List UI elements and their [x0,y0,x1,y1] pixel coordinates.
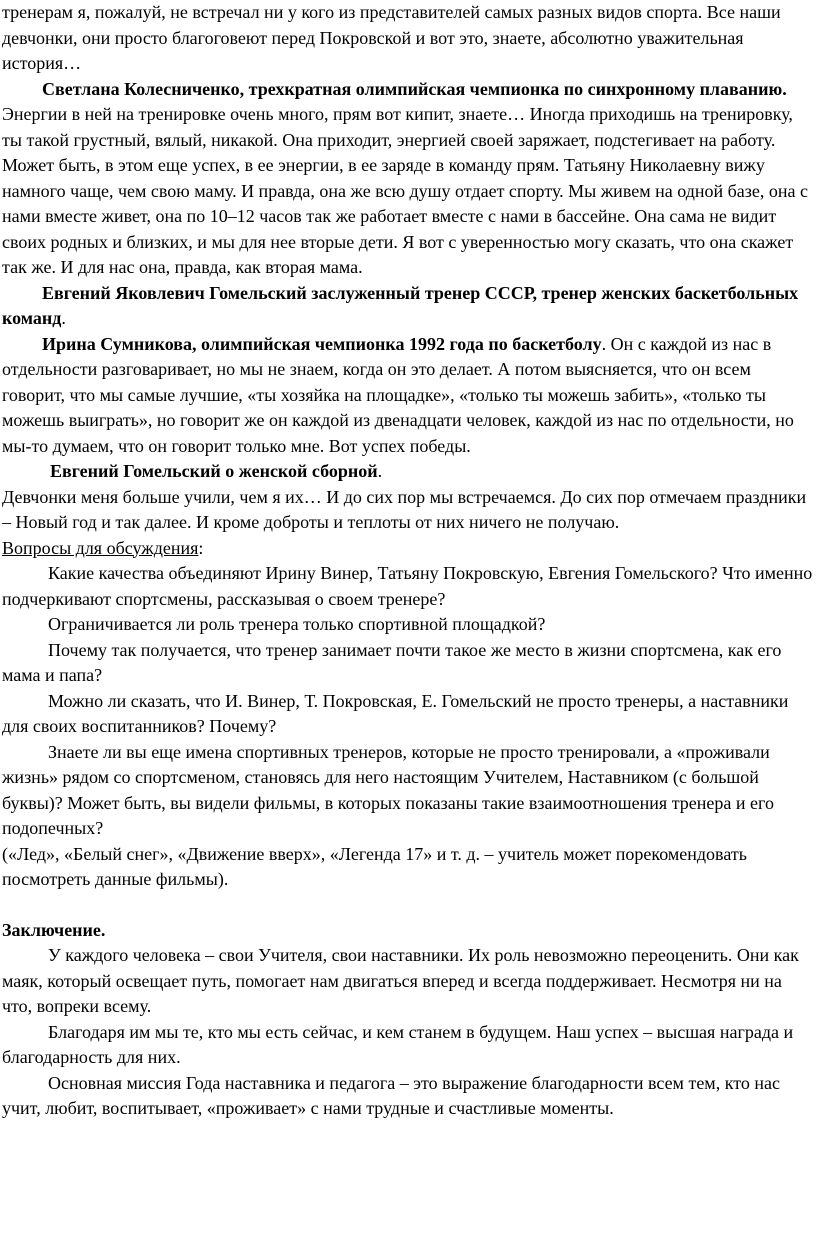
speaker-sumnikova: Ирина Сумникова, олимпийская чемпионка 1992 года по баскетболу [42,333,602,354]
conclusion-paragraph-3-text: Основная миссия Года наставника и педагога – это выражение благодарности всем тем, кто нас учит, любит, воспитывает, «проживает» с нами трудные и счастливые моменты. [2,1072,780,1118]
question-2-text: Ограничивается ли роль тренера только спортивной площадкой? [48,614,546,634]
question-4 [2,689,814,740]
questions-colon: : [198,537,204,558]
question-5 [2,740,814,842]
quote-kolesnichenko: Энергии в ней на тренировке очень много, прям вот кипит, знаете… Иногда приходишь на тренировку, ты такой грустный, вялый, никакой. Она приходит, энергией своей заряжает, подстегивает на работу. Может быть, в этом еще успех, в ее энергии, в ее заряде в команду прям. Татьяну Николаевну вижу намного чаще, чем свою маму. И правда, она же всю душу отдает спорту. Мы живем на одной базе, она с нами вместе живет, она по 10–12 часов так же работает вместе с нами в бассейне. Она сама не видит своих родных и близких, и мы для нее вторые дети. Я вот с уверенностью могу сказать, что она скажет так же. И для нас она, правда, как вторая мама. [2,104,808,277]
conclusion-paragraph-3 [2,1071,814,1122]
question-1-text: Какие качества объединяют Ирину Винер, Татьяну Покровскую, Евгения Гомельского? Что именно подчеркивают спортсмены, рассказывая о своем тренере? [2,563,813,609]
speaker-gomelsky-team: Евгений Гомельский о женской сборной [50,461,378,481]
speaker-gomelsky-dot: . [61,308,66,328]
films-note [2,842,814,893]
questions-label: Вопросы для обсуждения [2,537,199,558]
paragraph-intro [2,0,814,77]
speaker-kolesnichenko: Светлана Колесниченко, трехкратная олимпийская чемпионка по синхронному плаванию. [42,78,787,99]
quote-sumnikova: . Он с каждой из нас в отдельности разговаривает, но мы не знаем, когда он это делает. А потом выясняется, что он всем говорит, что мы самые лучшие, «ты хозяйка на площадке», «только ты можешь забить», «только ты можешь выиграть», но говорит же он каждой из двенадцати человек, каждой из нас по отдельности, но мы-то думаем, что он говорит только мне. Вот успех победы. [2,333,794,456]
conclusion-paragraph-1 [2,943,814,1020]
speaker-gomelsky: Евгений Яковлевич Гомельский заслуженный тренер СССР, тренер женских баскетбольных команд [2,282,799,328]
conclusion-paragraph-2-text: Благодаря им мы те, кто мы есть сейчас, и кем станем в будущем. Наш успех – высшая награда и благодарность для них. [2,1021,794,1067]
conclusion-title: Заключение. [2,919,106,940]
question-4-text: Можно ли сказать, что И. Винер, Т. Покровская, Е. Гомельский не просто тренеры, а наставники для своих воспитанников? Почему? [2,690,789,736]
question-3 [2,638,814,689]
question-1 [2,561,814,612]
conclusion-paragraph-2 [2,1020,814,1071]
question-5-text: Знаете ли вы еще имена спортивных тренеров, которые не просто тренировали, а «проживали жизнь» рядом со спортсменом, становясь для него настоящим Учителем, Наставником (с большой буквы)? Может быть, вы видели фильмы, в которых показаны такие взаимоотношения тренера и его подопечных? [2,741,774,838]
paragraph-gomelsky-title [2,281,814,332]
paragraph-intro-text: тренерам я, пожалуй, не встречал ни у кого из представителей самых разных видов спорта. Все наши девчонки, они просто благоговеют перед Покровской и вот это, знаете, абсолютно уважительная история… [2,2,781,73]
paragraph-gomelsky-quote [2,485,814,536]
conclusion-paragraph-1-text: У каждого человека – свои Учителя, свои наставники. Их роль невозможно переоценить. Они как маяк, который освещает путь, помогает нам двигаться вперед и всегда поддерживает. Несмотря ни на что, вопреки всему. [2,945,799,1016]
question-3-text: Почему так получается, что тренер занимает почти такое же место в жизни спортсмена, как его мама и папа? [2,639,782,685]
paragraph-kolesnichenko [2,77,814,281]
quote-gomelsky: Девчонки меня больше учили, чем я их… И до сих пор мы встречаемся. До сих пор отмечаем праздники – Новый год и так далее. И кроме доброты и теплоты от них ничего не получаю. [2,486,807,532]
paragraph-sumnikova [2,332,814,460]
speaker-gomelsky-team-dot: . [377,461,383,481]
questions-heading [2,536,814,562]
section-spacer [2,893,814,918]
films-note-text: («Лед», «Белый снег», «Движение вверх», «Легенда 17» и т. д. – учитель может порекомендовать посмотреть данные фильмы). [2,843,747,889]
question-2 [2,612,814,638]
paragraph-gomelsky-team [2,459,814,485]
